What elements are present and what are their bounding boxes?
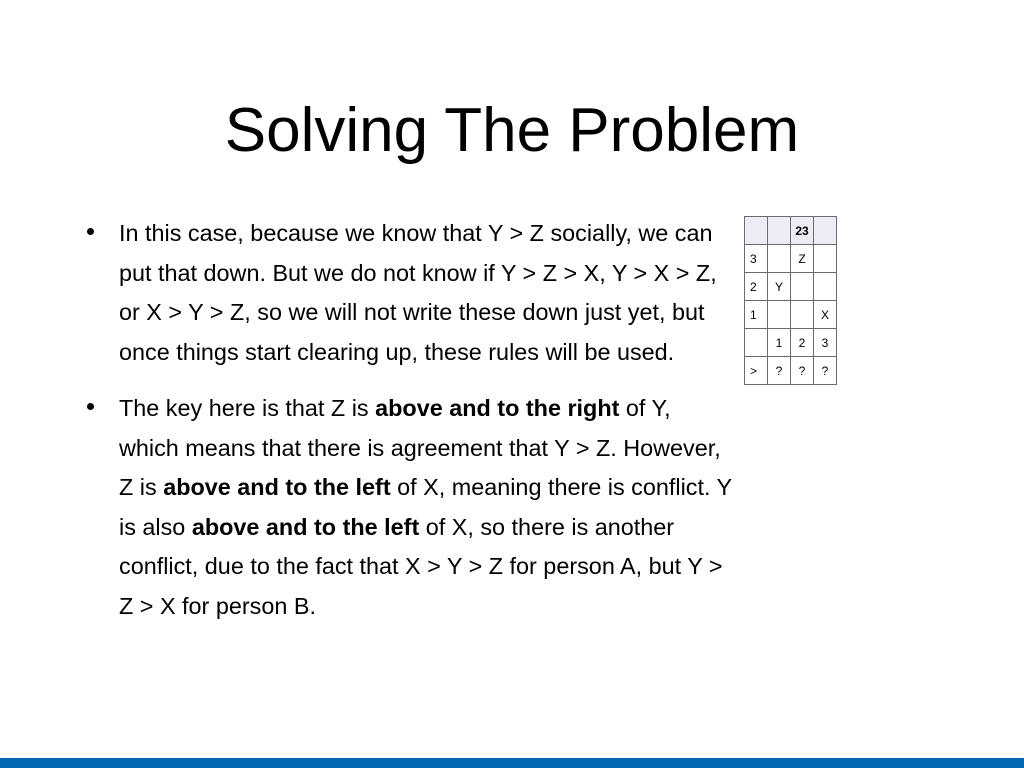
grid-row [745, 329, 837, 357]
grid-cell: ? [768, 357, 791, 385]
grid-cell [814, 217, 837, 245]
grid-row [745, 273, 837, 301]
bullet-dot-icon [87, 403, 94, 410]
grid-cell [791, 273, 814, 301]
grid-cell: ? [814, 357, 837, 385]
slide-title: Solving The Problem [224, 96, 800, 165]
grid-cell [814, 245, 837, 273]
grid-cell: 2 [745, 273, 768, 301]
bullet-list [84, 214, 734, 643]
grid-cell: Y [768, 273, 791, 301]
grid-cell [791, 301, 814, 329]
grid-row [745, 217, 837, 245]
grid-cell: 1 [745, 301, 768, 329]
grid-cell: X [814, 301, 837, 329]
bullet-text-segment: of X, so there is another conflict, due to the fact that X > Y > Z for person A, but Y > Z > X for person B. [119, 513, 723, 619]
grid-cell: 3 [745, 245, 768, 273]
bullet-text-emphasis: above and to the right [375, 395, 620, 421]
grid-row [745, 357, 837, 385]
grid-cell: 2 [791, 329, 814, 357]
grid-cell [768, 301, 791, 329]
bullet-text-segment: The key here is that Z is [119, 395, 376, 421]
grid-cell: ? [791, 357, 814, 385]
bullet-text-segment: In this case, because we know that Y > Z socially, we can put that down. But we do not know if Y > Z > X, Y > X > Z, or X > Y > Z, so we will not write these down just yet, but once things start clearing up, these rules will be used. [119, 220, 717, 365]
grid-row [745, 301, 837, 329]
grid-cell: 3 [814, 329, 837, 357]
grid-cell: 23 [791, 217, 814, 245]
grid-cell: 1 [768, 329, 791, 357]
preference-grid-table [744, 216, 837, 385]
bullet-item [84, 214, 734, 372]
grid-row [745, 245, 837, 273]
bullet-text-segment: of Y, which means that there is agreement that Y > Z. However, Z is [119, 395, 721, 500]
bullet-text-segment: of X, meaning there is conflict. Y is also [119, 474, 732, 540]
grid-cell [745, 217, 768, 245]
bullet-text-emphasis: above and to the left [191, 513, 420, 540]
bullet-text [119, 395, 732, 619]
grid-cell [768, 245, 791, 273]
grid-cell [768, 217, 791, 245]
grid-cell: > [745, 357, 768, 385]
bullet-text [119, 220, 717, 365]
bullet-item [84, 389, 734, 626]
grid-cell [745, 329, 768, 357]
bullet-dot-icon [87, 228, 94, 235]
bullet-text-emphasis: above and to the left [163, 474, 391, 500]
grid-cell: Z [791, 245, 814, 273]
bottom-accent-bar [0, 758, 1024, 768]
grid-cell [814, 273, 837, 301]
